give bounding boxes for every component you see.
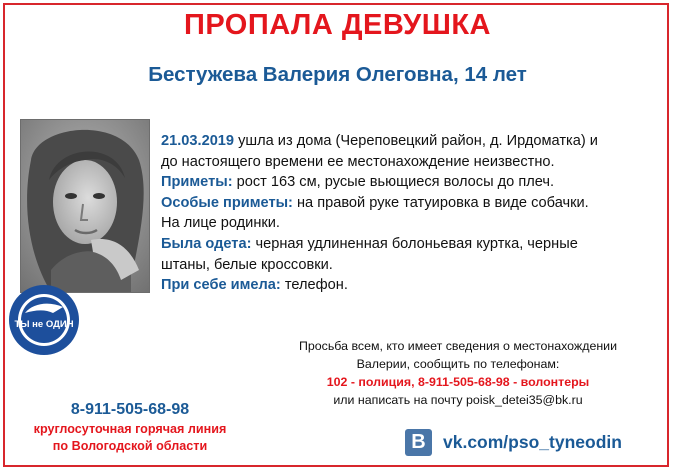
missing-person-name: Бестужева Валерия Олеговна, 14 лет: [148, 63, 527, 86]
details-line: до настоящего времени ее местонахождение неизвестно.: [161, 153, 555, 170]
hotline-label: круглосуточная горячая линия: [33, 422, 227, 436]
vk-link[interactable]: vk.com/pso_tyneodin: [443, 431, 622, 452]
notice-email: или написать на почту poisk_detei35@bk.ru: [333, 393, 583, 407]
special-signs-label: Особые приметы:: [161, 194, 293, 211]
notice-line: Просьба всем, кто имеет сведения о местонахождении: [298, 339, 618, 353]
signs-label: Приметы:: [161, 174, 233, 191]
details-line: [161, 234, 661, 255]
details-line: На лице родинки.: [161, 215, 280, 232]
clothing-text: черная удлиненная болоньевая куртка, черные: [251, 235, 578, 252]
volunteer-emblem: [7, 283, 81, 357]
vk-link-block[interactable]: [405, 428, 622, 456]
details-line: [161, 275, 661, 296]
belongings-text: телефон.: [280, 277, 348, 294]
notice-line: Валерии, сообщить по телефонам:: [356, 357, 560, 371]
poster-title: ПРОПАЛА ДЕВУШКА: [183, 9, 491, 41]
details-line: штаны, белые кроссовки.: [161, 256, 333, 273]
hotline-phone[interactable]: 8-911-505-68-98: [70, 401, 190, 418]
photo-graphic: [21, 120, 149, 292]
hotline-region: по Вологодской области: [52, 439, 208, 453]
details-line: [161, 131, 661, 152]
details-line: [161, 193, 661, 214]
details-line: [161, 172, 661, 193]
emblem-label: ТЫ не ОДИН: [14, 319, 74, 330]
hotline-block: [4, 399, 256, 455]
details-text: ушла из дома (Череповецкий район, д. Ирдоматка) и: [234, 133, 598, 149]
missing-date: 21.03.2019: [161, 133, 235, 149]
person-photo: [20, 119, 150, 293]
clothing-label: Была одета:: [161, 235, 252, 252]
emblem-graphic: [7, 283, 81, 357]
vk-logo-icon: B: [405, 429, 432, 456]
signs-text: рост 163 см, русые вьющиеся волосы до плеч.: [232, 174, 555, 191]
notice-phones: 102 - полиция, 8-911-505-68-98 - волонтеры: [326, 375, 590, 389]
belongings-label: При себе имела:: [161, 277, 281, 294]
details-block: [161, 131, 661, 296]
contact-notice: [258, 337, 658, 409]
special-signs-text: на правой руке татуировка в виде собачки.: [292, 194, 589, 211]
